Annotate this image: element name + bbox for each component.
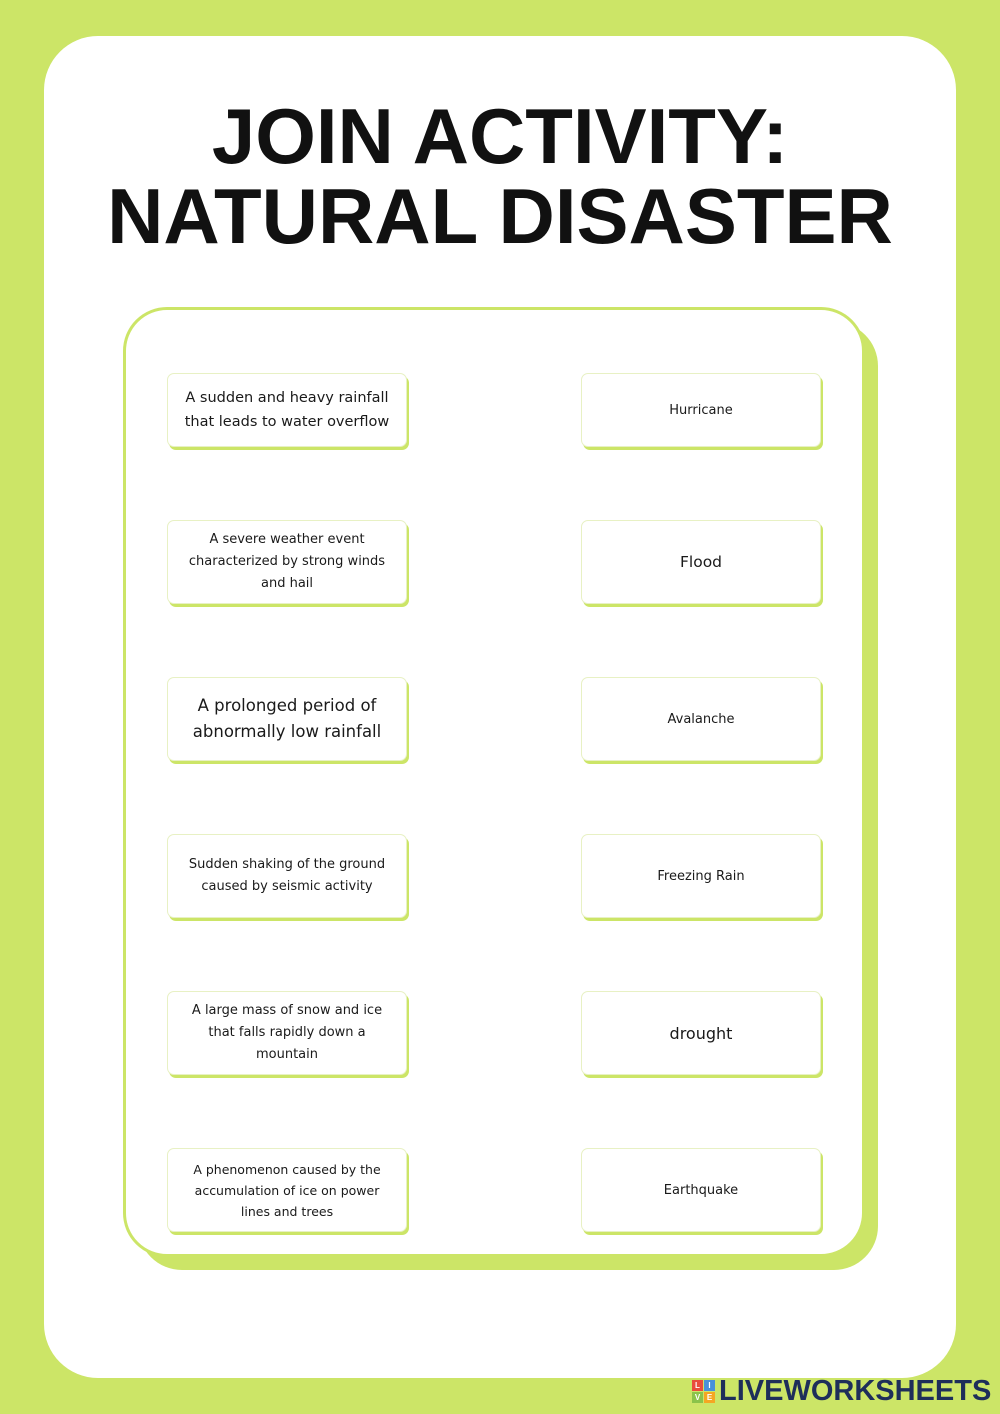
definition-text: A prolonged period of abnormally low rainfall (192, 696, 382, 741)
term-text: Avalanche (667, 711, 735, 727)
brand-logo-letter: V (692, 1392, 703, 1403)
term-text: Earthquake (663, 1182, 739, 1198)
definition-text: Sudden shaking of the ground caused by seismic activity (188, 857, 386, 894)
matching-board (123, 307, 865, 1257)
term-card-4[interactable] (581, 834, 821, 918)
term-card-3[interactable] (581, 677, 821, 761)
term-card-6[interactable] (581, 1148, 821, 1232)
definition-card-5[interactable] (167, 991, 407, 1075)
definition-card-1[interactable] (167, 373, 407, 447)
definition-card-6[interactable] (167, 1148, 407, 1232)
term-text: Flood (679, 553, 723, 571)
brand-name: LIVEWORKSHEETS (719, 1374, 992, 1407)
term-text: Freezing Rain (657, 868, 745, 884)
definition-text: A phenomenon caused by the accumulation of ice on power lines and trees (193, 1161, 381, 1219)
term-text: drought (669, 1023, 733, 1043)
definition-card-4[interactable] (167, 834, 407, 918)
definition-card-2[interactable] (167, 520, 407, 604)
definition-text: A large mass of snow and ice that falls rapidly down a mountain (191, 1003, 383, 1062)
liveworksheets-brand (692, 1374, 991, 1408)
brand-logo-letter: E (704, 1392, 715, 1403)
term-card-5[interactable] (581, 991, 821, 1075)
term-card-1[interactable] (581, 373, 821, 447)
definition-text: A sudden and heavy rainfall that leads to water overflow (184, 390, 390, 430)
definition-text: A severe weather event characterized by strong winds and hail (188, 532, 386, 591)
title-line-2: NATURAL DISASTER (107, 172, 893, 260)
term-text: Hurricane (669, 402, 733, 418)
page-title (44, 92, 956, 260)
term-card-2[interactable] (581, 520, 821, 604)
brand-logo-icon (692, 1380, 715, 1403)
brand-logo-letter: I (704, 1380, 715, 1391)
title-line-1: JOIN ACTIVITY: (211, 92, 789, 180)
definition-card-3[interactable] (167, 677, 407, 761)
brand-logo-letter: L (692, 1380, 703, 1391)
